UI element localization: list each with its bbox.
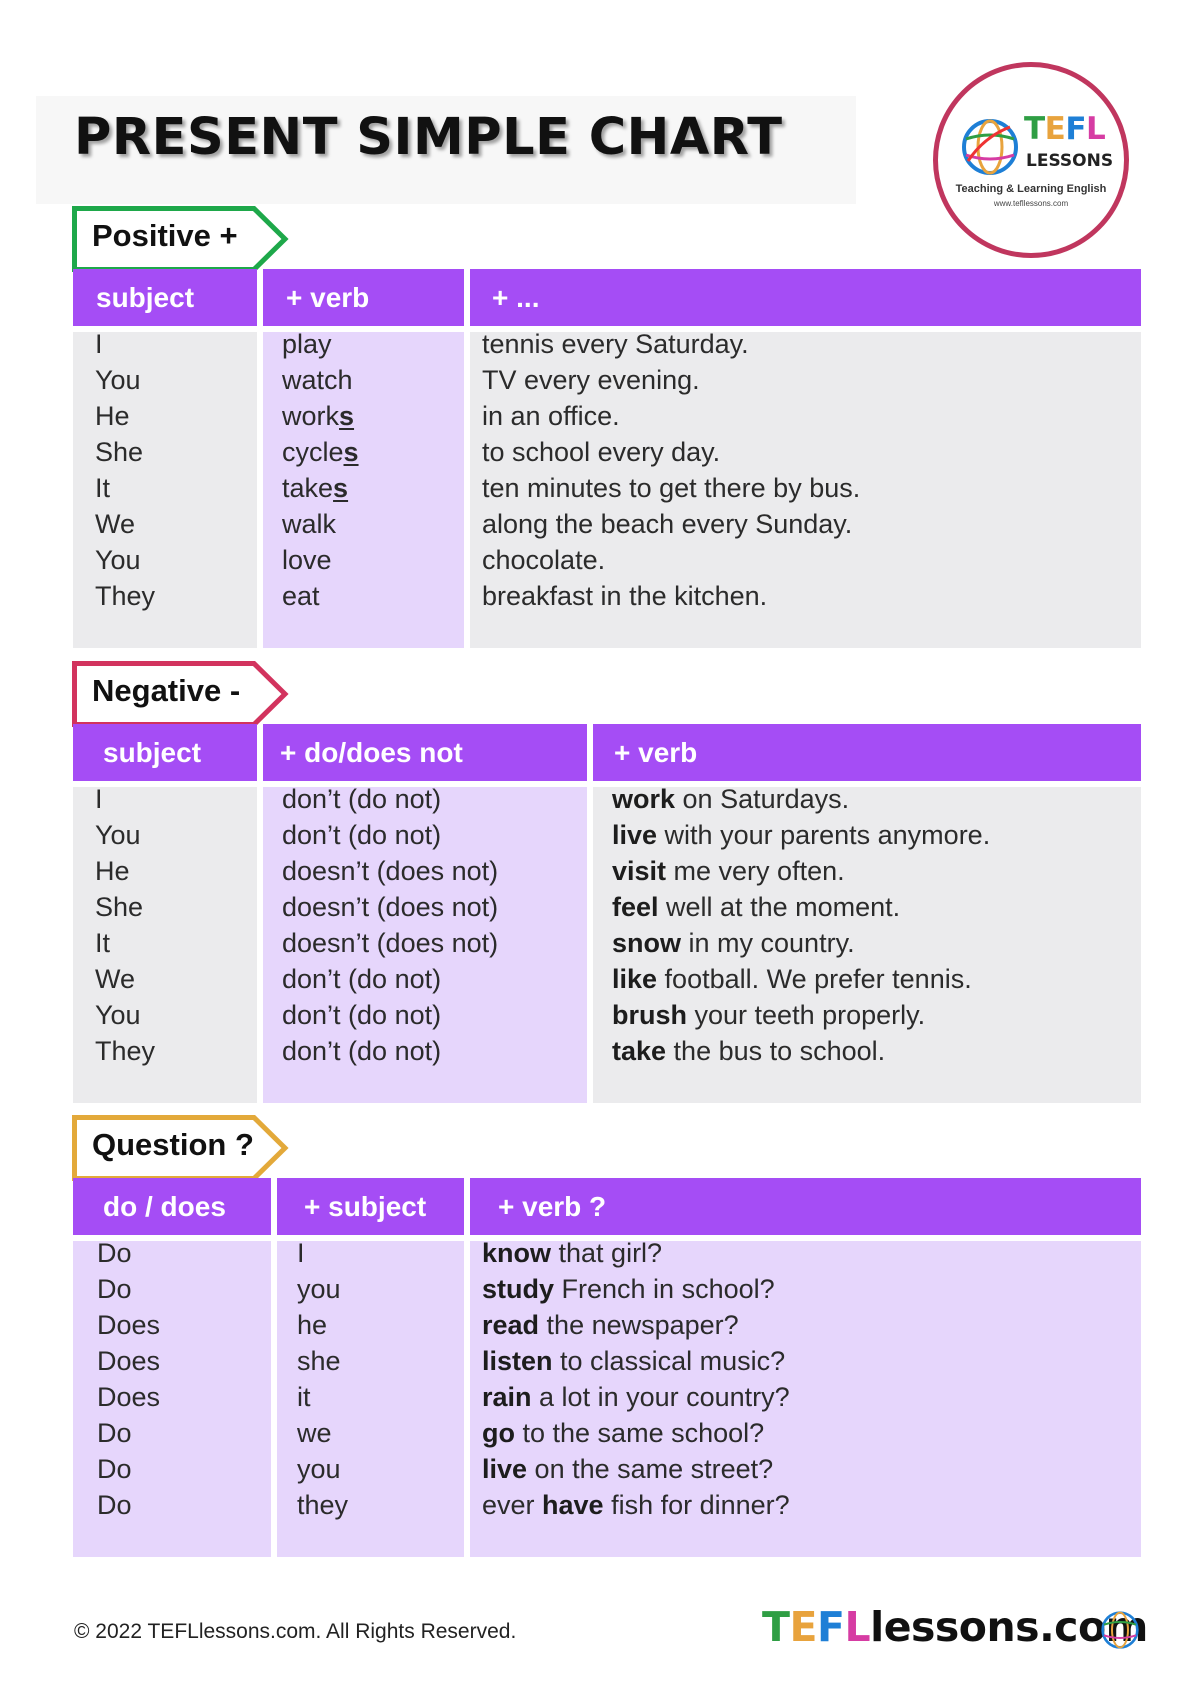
rest-cell: in an office. — [482, 401, 620, 431]
subject-cell: They — [95, 581, 156, 611]
globe-icon — [960, 117, 1020, 177]
verb-rest: well at the moment. — [658, 892, 901, 922]
brand-letter-f: F — [816, 1603, 845, 1651]
subject-cell: it — [297, 1382, 311, 1412]
logo-letter-e: E — [1044, 111, 1066, 147]
verb-main: live — [612, 820, 658, 850]
verb-cell — [612, 820, 990, 851]
tefl-logo — [933, 62, 1129, 258]
verb-cell — [482, 1310, 739, 1341]
aux-cell: don’t (do not) — [282, 964, 442, 994]
verb-rest: your teeth properly. — [687, 1000, 926, 1030]
verb-main: know — [482, 1238, 552, 1268]
verb-stem: take — [282, 473, 334, 503]
page-title: PRESENT SIMPLE CHART — [74, 108, 783, 167]
verb-main: take — [612, 1036, 667, 1066]
aux-cell: don’t (do not) — [282, 1036, 442, 1066]
header-verb: + verb — [593, 724, 1141, 781]
logo-letter-l: L — [1086, 111, 1106, 147]
verb-rest: me very often. — [666, 856, 845, 886]
verb-cell — [612, 928, 855, 959]
rest-cell: along the beach every Sunday. — [482, 509, 853, 539]
aux-cell: Do — [97, 1454, 132, 1484]
verb-cell — [612, 964, 972, 995]
verb-rest: football. We prefer tennis. — [657, 964, 972, 994]
verb-main: have — [542, 1490, 604, 1520]
verb-pre: ever — [482, 1490, 543, 1520]
verb-rest: on the same street? — [527, 1454, 774, 1484]
rest-cell: to school every day. — [482, 437, 721, 467]
verb-cell — [612, 1000, 925, 1031]
question-label — [72, 1115, 292, 1181]
subject-cell: He — [95, 856, 130, 886]
verb-main: visit — [612, 856, 667, 886]
verb-cell — [482, 1454, 773, 1485]
subject-cell: I — [95, 784, 103, 814]
verb-suffix: s — [343, 437, 359, 467]
header-subject: subject — [73, 269, 257, 326]
verb-suffix: s — [333, 473, 349, 503]
verb-cell — [482, 1418, 764, 1449]
subject-cell: he — [297, 1310, 328, 1340]
verb-suffix: s — [339, 401, 355, 431]
subject-cell: They — [95, 1036, 156, 1066]
verb-rest: in my country. — [681, 928, 855, 958]
positive-table — [73, 269, 1141, 648]
verb-stem: play — [282, 329, 332, 359]
aux-cell: don’t (do not) — [282, 820, 442, 850]
verb-rest: to the same school? — [515, 1418, 765, 1448]
aux-cell: doesn’t (does not) — [282, 928, 499, 958]
verb-stem: cycle — [282, 437, 344, 467]
verb-rest: with your parents anymore. — [657, 820, 991, 850]
verb-main: rain — [482, 1382, 532, 1412]
verb-cell — [482, 1490, 790, 1521]
subject-cell: You — [95, 545, 141, 575]
verb-main: snow — [612, 928, 682, 958]
aux-cell: don’t (do not) — [282, 1000, 442, 1030]
verb-main: live — [482, 1454, 528, 1484]
verb-stem: work — [282, 401, 340, 431]
verb-cell — [482, 1346, 785, 1377]
verb-cell — [612, 784, 849, 815]
verb-rest: a lot in your country? — [531, 1382, 790, 1412]
verb-cell — [612, 1036, 885, 1067]
logo-letter-f: F — [1065, 111, 1087, 147]
subject-cell: You — [95, 1000, 141, 1030]
rest-cell: chocolate. — [482, 545, 606, 575]
subject-cell: You — [95, 365, 141, 395]
verb-cell — [612, 892, 900, 923]
rest-cell: tennis every Saturday. — [482, 329, 749, 359]
logo-letter-t: T — [1024, 111, 1045, 147]
header-rest: + ... — [470, 269, 1141, 326]
logo-tefl — [1024, 111, 1105, 147]
verb-stem: walk — [282, 509, 337, 539]
verb-rest: French in school? — [554, 1274, 775, 1304]
verb-cell — [482, 1274, 775, 1305]
subject-cell: She — [95, 437, 144, 467]
verb-main: like — [612, 964, 658, 994]
logo-url: www.tefllessons.com — [993, 199, 1069, 208]
aux-cell: Do — [97, 1418, 132, 1448]
question-label-text: Question ? — [92, 1127, 254, 1162]
header-verb: + verb — [263, 269, 464, 326]
aux-cell: Does — [97, 1346, 161, 1376]
verb-cell — [282, 329, 332, 360]
brand-letter-t: T — [762, 1603, 790, 1651]
header-aux: do / does — [73, 1178, 271, 1235]
brand-letter-l: L — [844, 1603, 871, 1651]
verb-rest: to classical music? — [552, 1346, 786, 1376]
verb-main: feel — [612, 892, 659, 922]
verb-rest: fish for dinner? — [603, 1490, 790, 1520]
header-aux: + do/does not — [263, 724, 587, 781]
verb-cell — [282, 581, 320, 612]
verb-main: work — [612, 784, 676, 814]
subject-cell: we — [297, 1418, 332, 1448]
rest-cell: breakfast in the kitchen. — [482, 581, 768, 611]
verb-main: brush — [612, 1000, 688, 1030]
verb-rest: on Saturdays. — [675, 784, 850, 814]
subject-cell: We — [95, 964, 136, 994]
rest-cell: TV every evening. — [482, 365, 700, 395]
aux-cell: doesn’t (does not) — [282, 892, 499, 922]
aux-cell: don’t (do not) — [282, 784, 442, 814]
verb-rest: the newspaper? — [539, 1310, 739, 1340]
globe-icon — [1100, 1610, 1140, 1650]
subject-cell: you — [297, 1274, 341, 1304]
rest-cell: ten minutes to get there by bus. — [482, 473, 861, 503]
subject-cell: you — [297, 1454, 341, 1484]
aux-cell: Does — [97, 1310, 161, 1340]
negative-label-text: Negative - — [92, 673, 241, 708]
aux-cell: Do — [97, 1238, 132, 1268]
verb-cell — [282, 365, 353, 396]
verb-cell — [282, 401, 354, 432]
header-verb: + verb ? — [470, 1178, 1141, 1235]
verb-main: read — [482, 1310, 540, 1340]
aux-cell: Does — [97, 1382, 161, 1412]
copyright: © 2022 TEFLlessons.com. All Rights Reserved. — [74, 1620, 517, 1643]
verb-stem: love — [282, 545, 332, 575]
header-subject: subject — [73, 724, 257, 781]
aux-cell: Do — [97, 1490, 132, 1520]
subject-cell: You — [95, 820, 141, 850]
verb-cell — [482, 1382, 790, 1413]
subject-cell: She — [95, 892, 144, 922]
verb-cell — [482, 1238, 662, 1269]
logo-tagline: Teaching & Learning English — [955, 183, 1107, 195]
subject-cell: she — [297, 1346, 341, 1376]
verb-cell — [282, 473, 348, 504]
verb-main: go — [482, 1418, 515, 1448]
verb-cell — [282, 509, 336, 540]
subject-cell: He — [95, 401, 130, 431]
negative-label — [72, 661, 292, 727]
positive-label — [72, 206, 292, 272]
negative-table — [73, 724, 1141, 1103]
subject-cell: I — [297, 1238, 305, 1268]
aux-cell: doesn’t (does not) — [282, 856, 499, 886]
logo-lessons: LESSONS — [1026, 151, 1114, 171]
subject-cell: It — [95, 473, 111, 503]
footer-brand — [762, 1603, 1148, 1651]
verb-stem: watch — [282, 365, 353, 395]
aux-cell: Do — [97, 1274, 132, 1304]
subject-cell: We — [95, 509, 136, 539]
verb-rest: that girl? — [551, 1238, 663, 1268]
positive-label-text: Positive + — [92, 218, 238, 253]
subject-cell: they — [297, 1490, 349, 1520]
header-subject: + subject — [277, 1178, 464, 1235]
subject-cell: I — [95, 329, 103, 359]
brand-letter-e: E — [789, 1603, 817, 1651]
verb-main: study — [482, 1274, 555, 1304]
subject-cell: It — [95, 928, 111, 958]
question-table — [73, 1178, 1141, 1557]
verb-main: listen — [482, 1346, 553, 1376]
verb-cell — [612, 856, 845, 887]
verb-cell — [282, 437, 359, 468]
verb-stem: eat — [282, 581, 320, 611]
brand-rest: lessons.com — [870, 1603, 1148, 1651]
verb-cell — [282, 545, 332, 576]
verb-rest: the bus to school. — [666, 1036, 886, 1066]
